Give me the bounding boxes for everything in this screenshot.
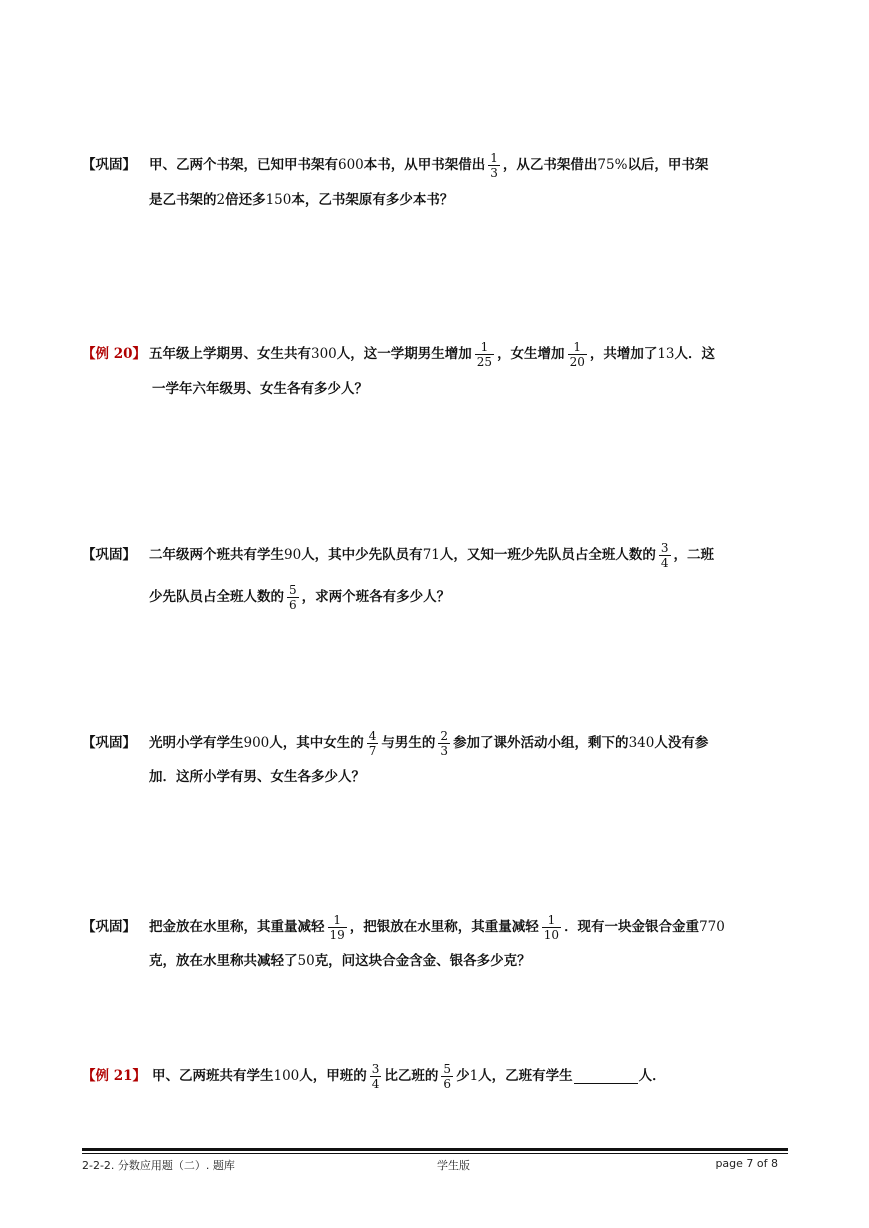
- problem-line: [82, 907, 788, 947]
- problem-line: [82, 185, 788, 215]
- text: 五年级上学期男、女生共有: [149, 346, 311, 362]
- problem-line: [82, 763, 788, 791]
- text: 少先队员占全班人数的: [149, 589, 284, 605]
- fraction: $\frac{2}{3}$: [440, 728, 449, 758]
- problem-line: [82, 374, 788, 404]
- text: 二年级两个班共有学生: [149, 547, 284, 563]
- text: 人，甲班的: [299, 1068, 367, 1084]
- problem-tag: 【巩固】: [82, 919, 136, 935]
- text: 人，这一学期男生增加: [336, 346, 472, 362]
- number: 1: [469, 1068, 479, 1084]
- problem-line: [82, 334, 788, 374]
- text: 克，问这块合金含金、银各多少克？: [314, 953, 531, 969]
- text: 参加了课外活动小组，剩下的: [453, 735, 629, 751]
- problem-tag: 【巩固】: [82, 735, 136, 751]
- fraction: $\frac{4}{7}$: [368, 728, 377, 758]
- text: 比乙班的: [384, 1068, 439, 1084]
- fraction: $\frac{1}{10}$: [543, 912, 560, 942]
- text: 克，放在水里称共减轻了: [149, 953, 298, 969]
- problem-example-20: [82, 334, 788, 404]
- problem-tag: 【例 21】: [82, 1068, 146, 1084]
- text: ，求两个班各有多少人？: [301, 589, 451, 605]
- problem-tag: 【巩固】: [82, 547, 136, 563]
- text: 人．: [638, 1068, 666, 1084]
- text: 是乙书架的: [149, 192, 217, 208]
- text: ，二班: [673, 547, 715, 563]
- text: 人，又知一班少先队员占全班人数的: [439, 547, 656, 563]
- text: ，女生增加: [497, 346, 565, 362]
- text: 甲、乙两班共有学生: [152, 1068, 274, 1084]
- fraction: $\frac{5}{6}$: [289, 582, 297, 612]
- footer-rule-thick: [82, 1148, 788, 1151]
- text: 人，其中少先队员有: [301, 547, 423, 563]
- text: 以后，甲书架: [627, 157, 709, 173]
- number: 150: [265, 192, 292, 208]
- text: ．现有一块金银合金重: [564, 919, 700, 935]
- text: 本，乙书架原有多少本书？: [291, 192, 454, 208]
- number: 50: [297, 953, 315, 969]
- text: 一学年六年级男、女生各有多少人？: [152, 381, 368, 397]
- problem-line: [82, 947, 788, 975]
- fraction: $\frac{5}{6}$: [443, 1061, 452, 1091]
- text: 人．这: [674, 346, 716, 362]
- problem-example-21: [82, 1056, 788, 1096]
- fraction: $\frac{3}{4}$: [660, 540, 669, 570]
- footer-left: 2-2-2. 分数应用题（二）. 题库: [82, 1159, 235, 1172]
- answer-blank[interactable]: [574, 1069, 638, 1084]
- text: ，把银放在水里称，其重量减轻: [349, 919, 539, 935]
- fraction: $\frac{3}{4}$: [371, 1061, 380, 1091]
- problem-tag: 【例 20】: [82, 346, 146, 362]
- text: 加．这所小学有男、女生各多少人？: [149, 769, 365, 785]
- number: 300: [311, 346, 337, 362]
- text: 把金放在水里称，其重量减轻: [149, 919, 325, 935]
- problem-line: [82, 145, 788, 185]
- number: 340: [628, 735, 655, 751]
- text: 本书，从甲书架借出: [363, 157, 486, 173]
- fraction: $\frac{1}{3}$: [490, 150, 498, 180]
- text: 人，乙班有学生: [478, 1068, 573, 1084]
- fraction: $\frac{1}{19}$: [329, 912, 345, 942]
- text: 甲、乙两个书架，已知甲书架有: [149, 157, 338, 173]
- number: 90: [284, 547, 302, 563]
- footer-rule-thin: [82, 1153, 788, 1154]
- number: 600: [338, 157, 364, 173]
- number: 900: [243, 735, 270, 751]
- fraction: $\frac{1}{20}$: [569, 339, 585, 369]
- text: ，从乙书架借出: [502, 157, 598, 173]
- problem-4: [82, 723, 788, 791]
- problem-3: [82, 535, 788, 619]
- number: 2: [216, 192, 226, 208]
- footer-page-number: page 7 of 8: [715, 1157, 778, 1170]
- problem-1: [82, 145, 788, 215]
- text: 光明小学有学生: [149, 735, 244, 751]
- number: 100: [273, 1068, 300, 1084]
- text: 人，其中女生的: [269, 735, 364, 751]
- text: 倍还多: [225, 192, 266, 208]
- text: ，共增加了: [589, 346, 658, 362]
- text: 少: [456, 1068, 470, 1084]
- fraction: $\frac{1}{25}$: [476, 339, 493, 369]
- number: 770: [699, 919, 725, 935]
- problem-line: [82, 723, 788, 763]
- number: 75%: [597, 157, 628, 173]
- problem-5: [82, 907, 788, 975]
- number: 71: [422, 547, 440, 563]
- text: 人没有参: [654, 735, 709, 751]
- problem-line: [82, 1056, 788, 1096]
- problem-tag: 【巩固】: [82, 157, 136, 173]
- footer-center: 学生版: [437, 1159, 470, 1172]
- problem-line: [82, 575, 788, 619]
- number: 13: [657, 346, 675, 362]
- problem-line: [82, 535, 788, 575]
- text: 与男生的: [381, 735, 436, 751]
